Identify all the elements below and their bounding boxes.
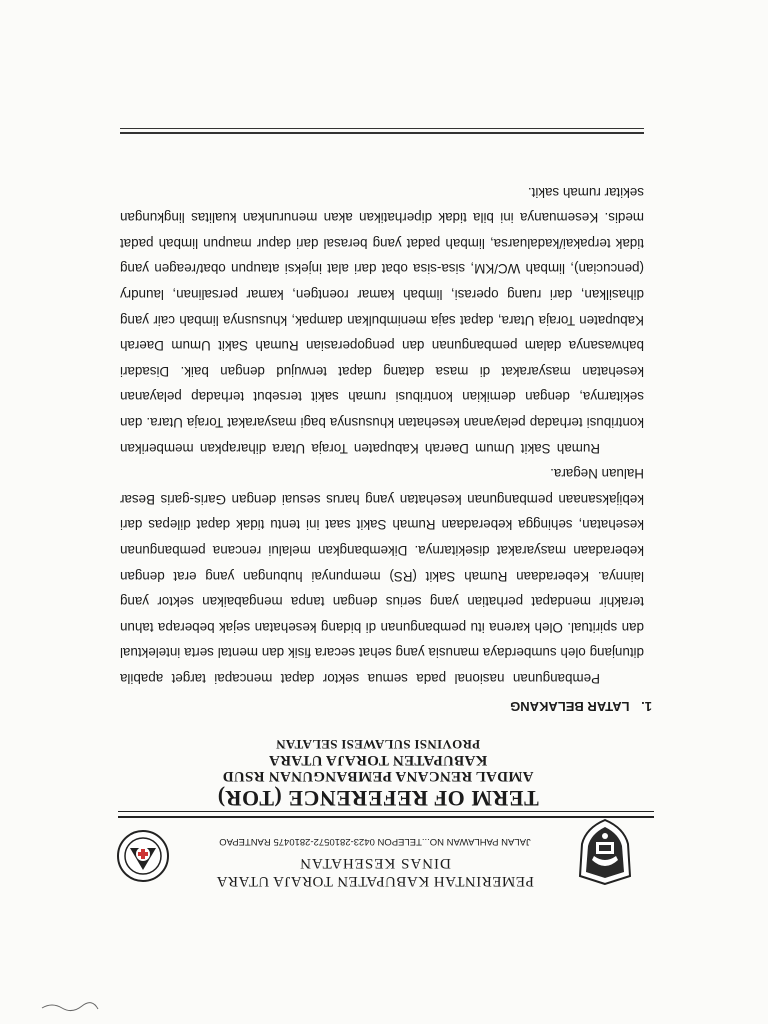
title-subtitle-2: KABUPATEN TORAJA UTARA xyxy=(268,752,488,768)
government-name: PEMERINTAH KABUPATEN TORAJA UTARA xyxy=(216,873,534,889)
document-title-block xyxy=(188,736,568,812)
section-title: LATAR BELAKANG xyxy=(510,699,630,714)
section-number: 1. xyxy=(641,699,652,714)
regency-emblem-icon xyxy=(574,818,636,886)
bakti-husada-logo-icon xyxy=(116,828,170,884)
office-address: JALAN PAHLAWAN NO...TELEPON 0423-2810572-2810475 RANTEPAO xyxy=(219,836,531,847)
footer-divider xyxy=(120,128,644,134)
section-heading xyxy=(510,699,652,714)
letterhead xyxy=(116,814,636,894)
title-subtitle-3: PROVINSI SULAWESI SELATAN xyxy=(275,737,481,752)
paragraph: Pembangunan nasional pada semua sektor dapat mencapai target apabila ditunjang oleh sumberdaya manusia yang sehat secara fisik dan mental serta intelektual dan spiritual. Oleh karena itu pembangunan di bidang kesehatan sejak beberapa tahun terakhir mendapat perhatian yang serius dengan tanpa mengabaikan sektor yang lainnya. Keberadaan Rumah Sakit (RS) mempunyai hubungan yang erat dengan keberadaan masyarakat disekitarnya. Dikembangkan melalui rencana pembangunan kesehatan, sehingga keberadaan Rumah Sakit saat ini tentu tidak dapat dilepas dari kebijaksanaan pembangunan kesehatan yang harus sesuai dengan Garis-garis Besar Haluan Negara. xyxy=(120,466,644,686)
office-name: DINAS KESEHATAN xyxy=(299,855,451,871)
paragraph: Rumah Sakit Umum Daerah Kabupaten Toraja Utara diharapkan memberikan kontribusi terhadap pelayanan kesehatan khususnya bagi masyarakat Toraja Utara. dan sekitarnya, dengan demikian kontribusi rumah sakit tersebut terhadap pelayanan kesehatan masyarakat di masa datang dapat terwujud dengan baik. Disadari bahwasanya dalam pembangunan dan pengoperasian Rumah Sakit Umum Daerah Kabupaten Toraja Utara, dapat saja menimbulkan dampak, khususnya limbah cair yang dihasilkan, dari ruang operasi, limbah kamar roentgen, kamar persalinan, laundry (pencucian), limbah WC/KM, sisa-sisa obat dari alat injeksi ataupun obat/reagen yang tidak terpakai/kadaluarsa, limbah padat yang berasal dari dapur maupun limbah padat medis. Kesemuanya ini bila tidak diperhatikan akan menurunkan kualitas lingkungan sekitar rumah sakit. xyxy=(120,184,644,456)
document-title: TERM OF REFERENCE (TOR) xyxy=(217,786,539,811)
body-text xyxy=(120,179,644,691)
title-subtitle-1: AMDAL RENCANA PEMBANGUNAN RSUD xyxy=(222,768,534,784)
letterhead-divider xyxy=(118,811,654,818)
pen-mark xyxy=(40,1000,100,1019)
